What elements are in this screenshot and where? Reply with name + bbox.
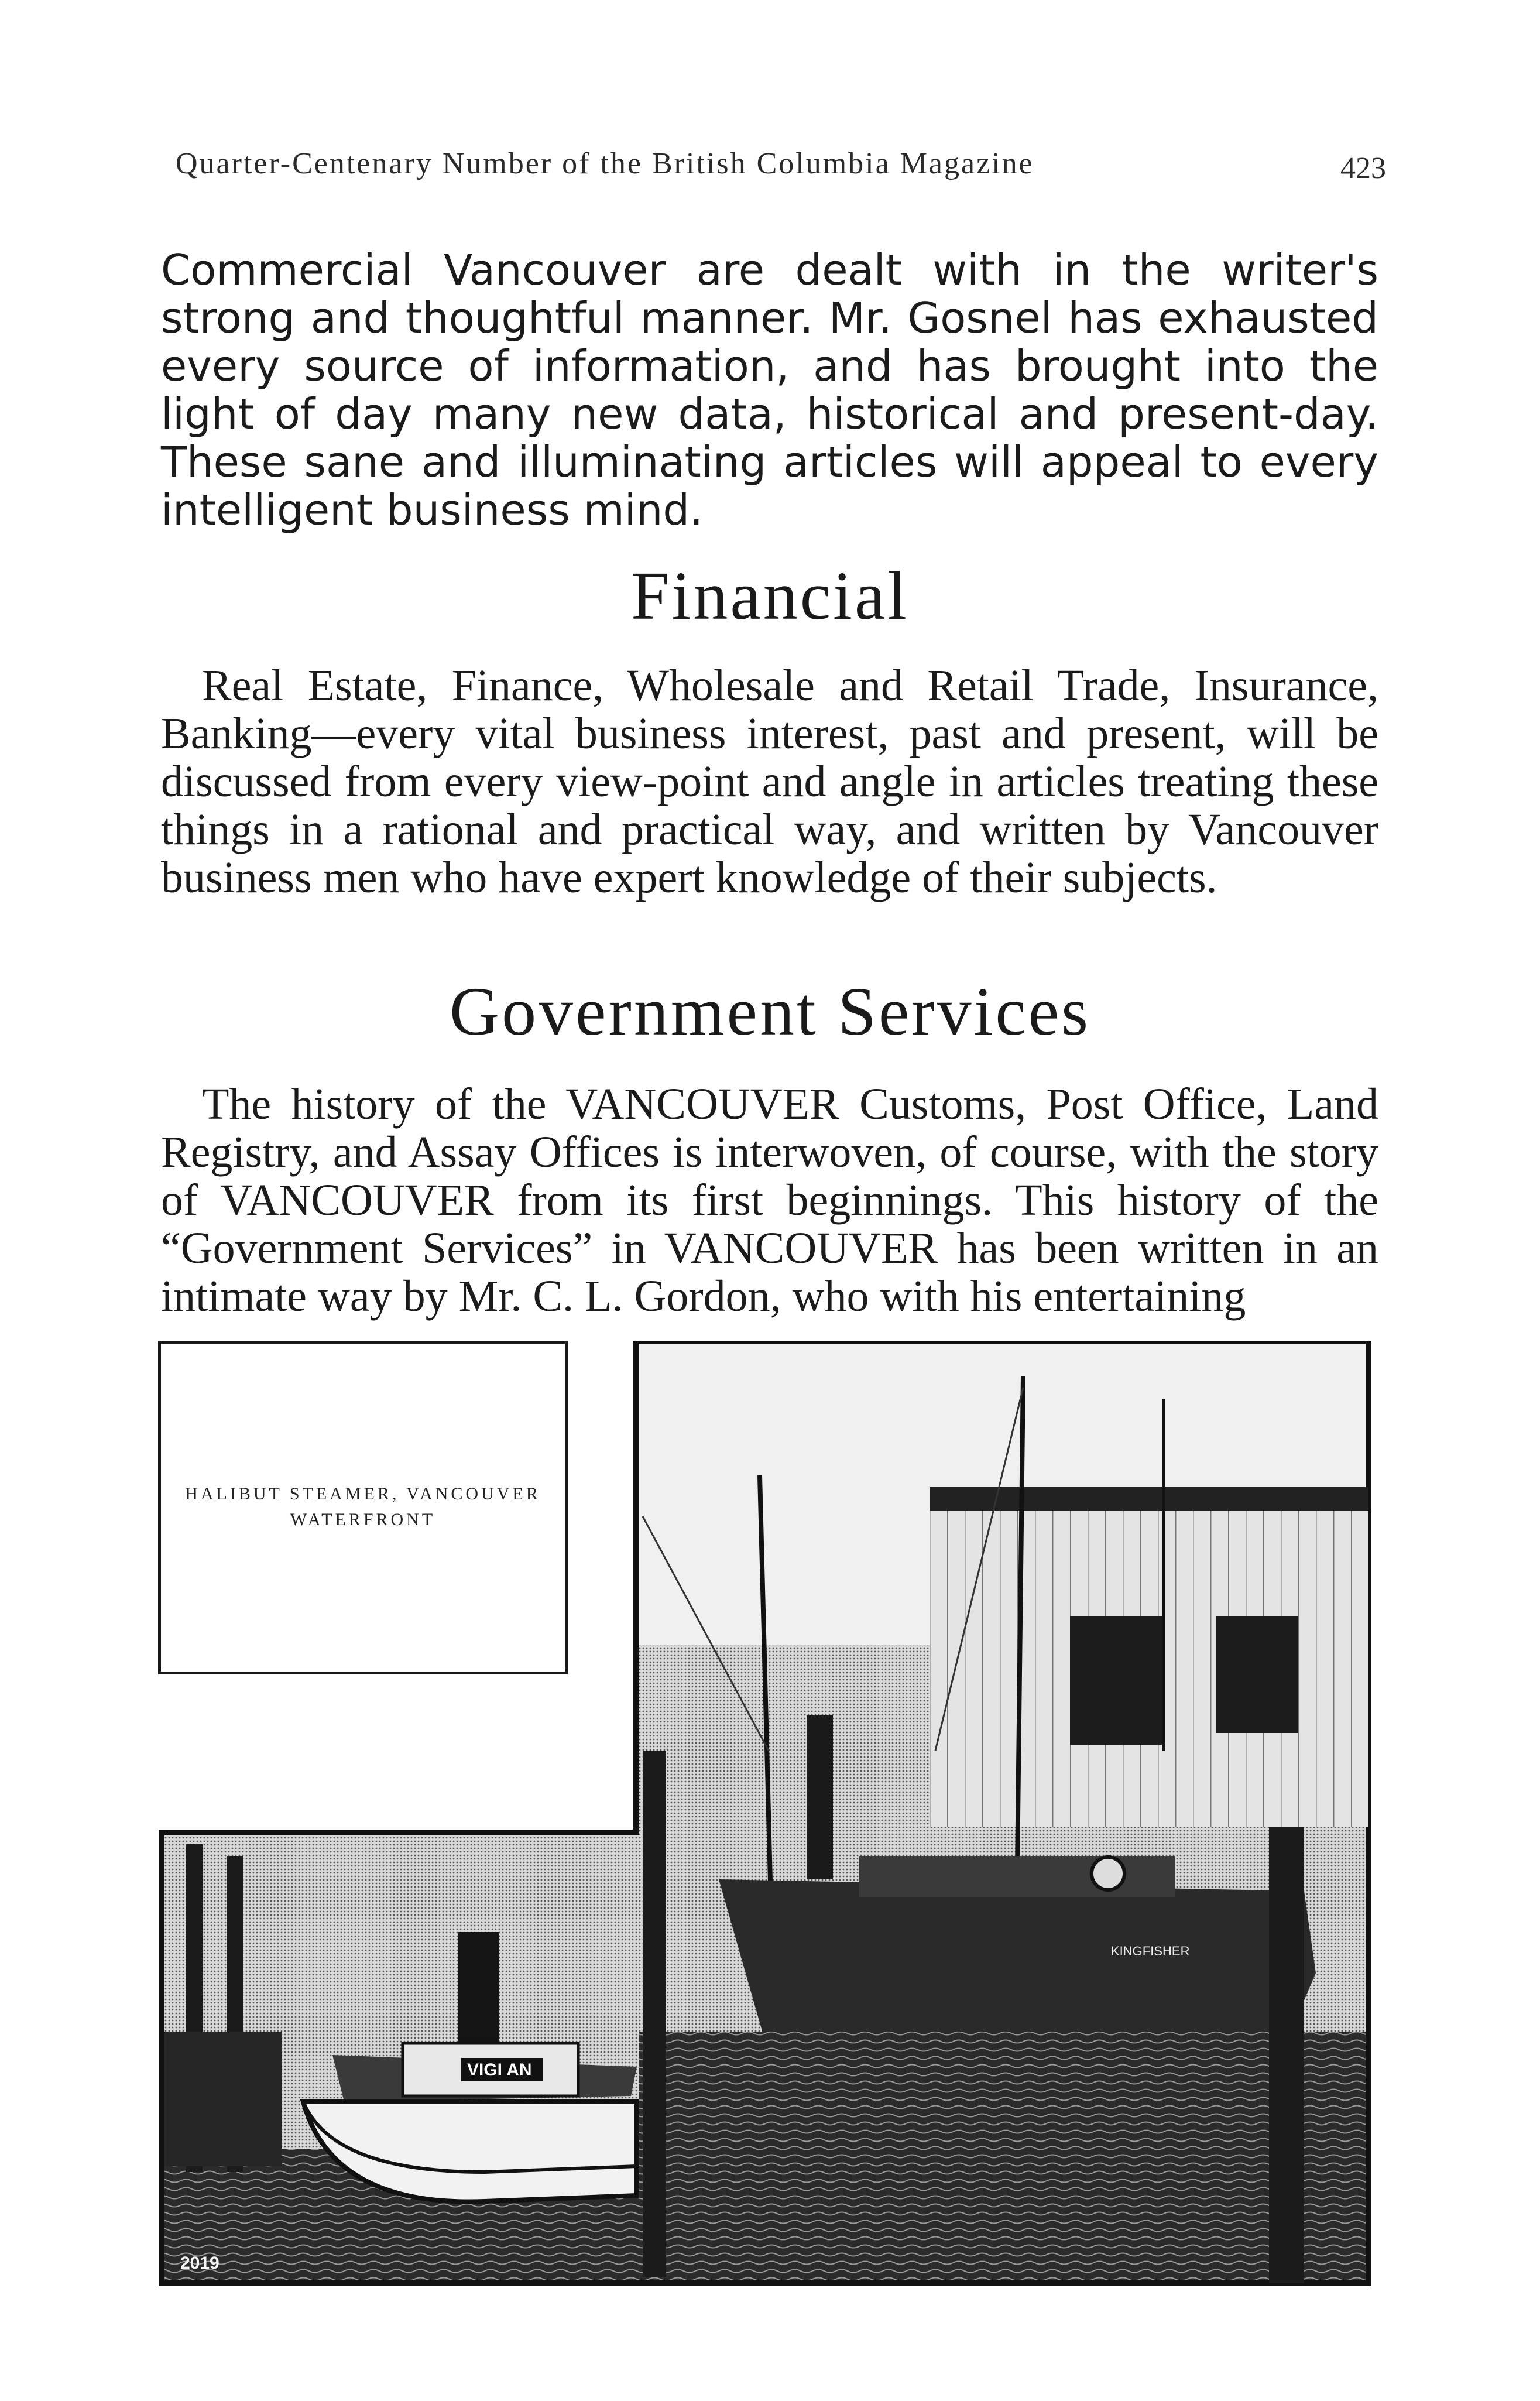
photo-caption: HALIBUT STEAMER, VANCOUVER WATERFRONT bbox=[185, 1484, 541, 1529]
plate-number: 2019 bbox=[180, 2253, 219, 2273]
boat-name-right: KINGFISHER bbox=[1111, 1944, 1190, 1958]
intro-paragraph: Commercial Vancouver are dealt with in the writer's strong and thoughtful manner. Mr. Gosnel has exhausted every source of information, and has brought into the light of day many new data, historical and present-day. These sane and illuminating articles will appeal to every intelligent business mind. bbox=[161, 245, 1378, 535]
page-number: 423 bbox=[1340, 152, 1386, 185]
steamer-hull bbox=[719, 1879, 1316, 2055]
financial-paragraph: Real Estate, Finance, Wholesale and Retail Trade, Insurance, Banking—every vital business interest, past and present, will be discussed from every view-point and angle in articles treating these things in a rational and practical way, and written by Vancouver business men who have expert knowledge of their subjects. bbox=[161, 661, 1378, 902]
running-head-title: Quarter-Centenary Number of the British Columbia Magazine bbox=[176, 147, 1034, 180]
running-head bbox=[0, 146, 1540, 193]
government-heading: Government Services bbox=[449, 973, 1091, 1050]
boat-name-left: VIGI AN bbox=[467, 2060, 532, 2080]
caption-box bbox=[158, 1341, 568, 1674]
government-paragraph: The history of the VANCOUVER Customs, Post Office, Land Registry, and Assay Offices is interwoven, of course, with the story of VANCOUVER from its first beginnings. This history of the “Government Services” in VANCOUVER has been written in an intimate way by Mr. C. L. Gordon, who with his entertaining bbox=[161, 1080, 1378, 1321]
financial-heading: Financial bbox=[630, 557, 910, 634]
